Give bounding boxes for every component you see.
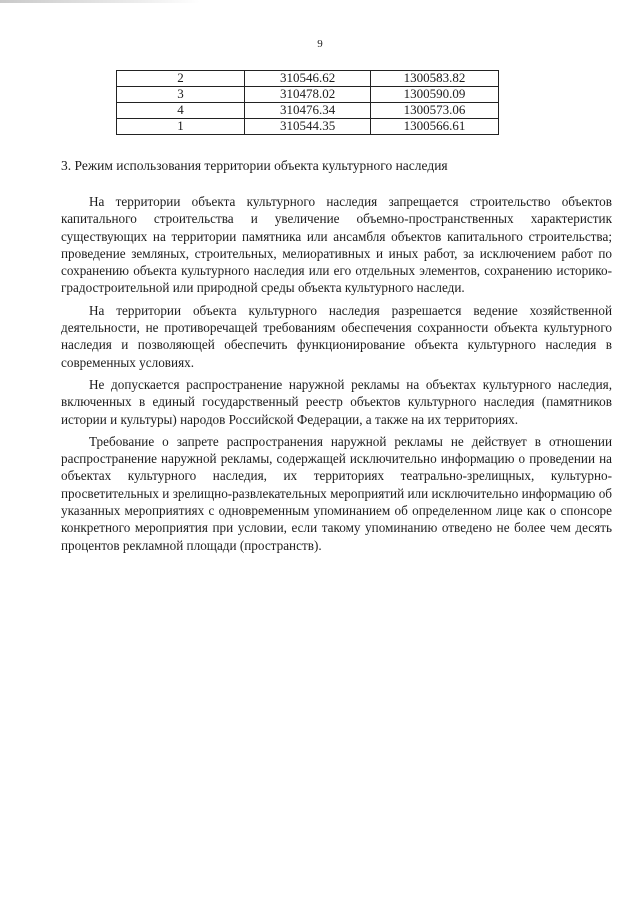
paragraph-advertising-exception: Требование о запрете распространения наружной рекламы не действует в отношении распространение наружной рекламы, содержащей исключительно информацию о проведении на объектах культурного наследия, их территориях театрально-зрелищных, культурно-просветительных и зрелищно-развлекательных мероприятий или исключительно информацию об указанных мероприятиях с одновременным упоминанием об определенном лице как о спонсоре конкретного мероприятия при условии, если такому упоминанию отведено не более чем десять процентов рекламной площади (пространств). [61,433,612,553]
table-cell-y-coordinate: 1300573.06 [371,103,499,119]
table-cell-x-coordinate: 310478.02 [245,87,371,103]
table-cell-y-coordinate: 1300583.82 [371,71,499,87]
section-body [61,193,612,559]
table-cell-point-number: 1 [117,119,245,135]
table-cell-point-number: 4 [117,103,245,119]
paragraph-advertising-ban: Не допускается распространение наружной рекламы на объектах культурного наследия, включенных в единый государственный реестр объектов культурного наследия (памятников истории и культуры) народов Российской Федерации, а также на их территориях. [61,376,612,427]
table-cell-x-coordinate: 310546.62 [245,71,371,87]
page-number: 9 [317,38,323,50]
scan-edge-artifact [0,0,200,3]
table-row [117,103,499,119]
table-row [117,119,499,135]
paragraph-construction-ban: На территории объекта культурного наследия запрещается строительство объектов капитального строительства и увеличение объемно-пространственных характеристик существующих на территории памятника или ансамбля объектов капитального строительства; проведение земляных, строительных, мелиоративных и иных работ, за исключением работ по сохранению объекта культурного наследия или его отдельных элементов, сохранению историко-градостроительной или природной среды объекта культурного наследи. [61,194,612,296]
table-cell-y-coordinate: 1300590.09 [371,87,499,103]
paragraph-permitted-activity: На территории объекта культурного наследия разрешается ведение хозяйственной деятельности, не противоречащей требованиям обеспечения сохранности объекта культурного наследия и позволяющей обеспечить функционирование объекта культурного наследия в современных условиях. [61,302,612,370]
section-heading: 3. Режим использования территории объекта культурного наследия [61,158,448,173]
table-cell-x-coordinate: 310476.34 [245,103,371,119]
table-cell-point-number: 3 [117,87,245,103]
table-cell-y-coordinate: 1300566.61 [371,119,499,135]
coordinates-table [116,70,499,135]
table-row [117,87,499,103]
table-cell-point-number: 2 [117,71,245,87]
table-cell-x-coordinate: 310544.35 [245,119,371,135]
table-row [117,71,499,87]
